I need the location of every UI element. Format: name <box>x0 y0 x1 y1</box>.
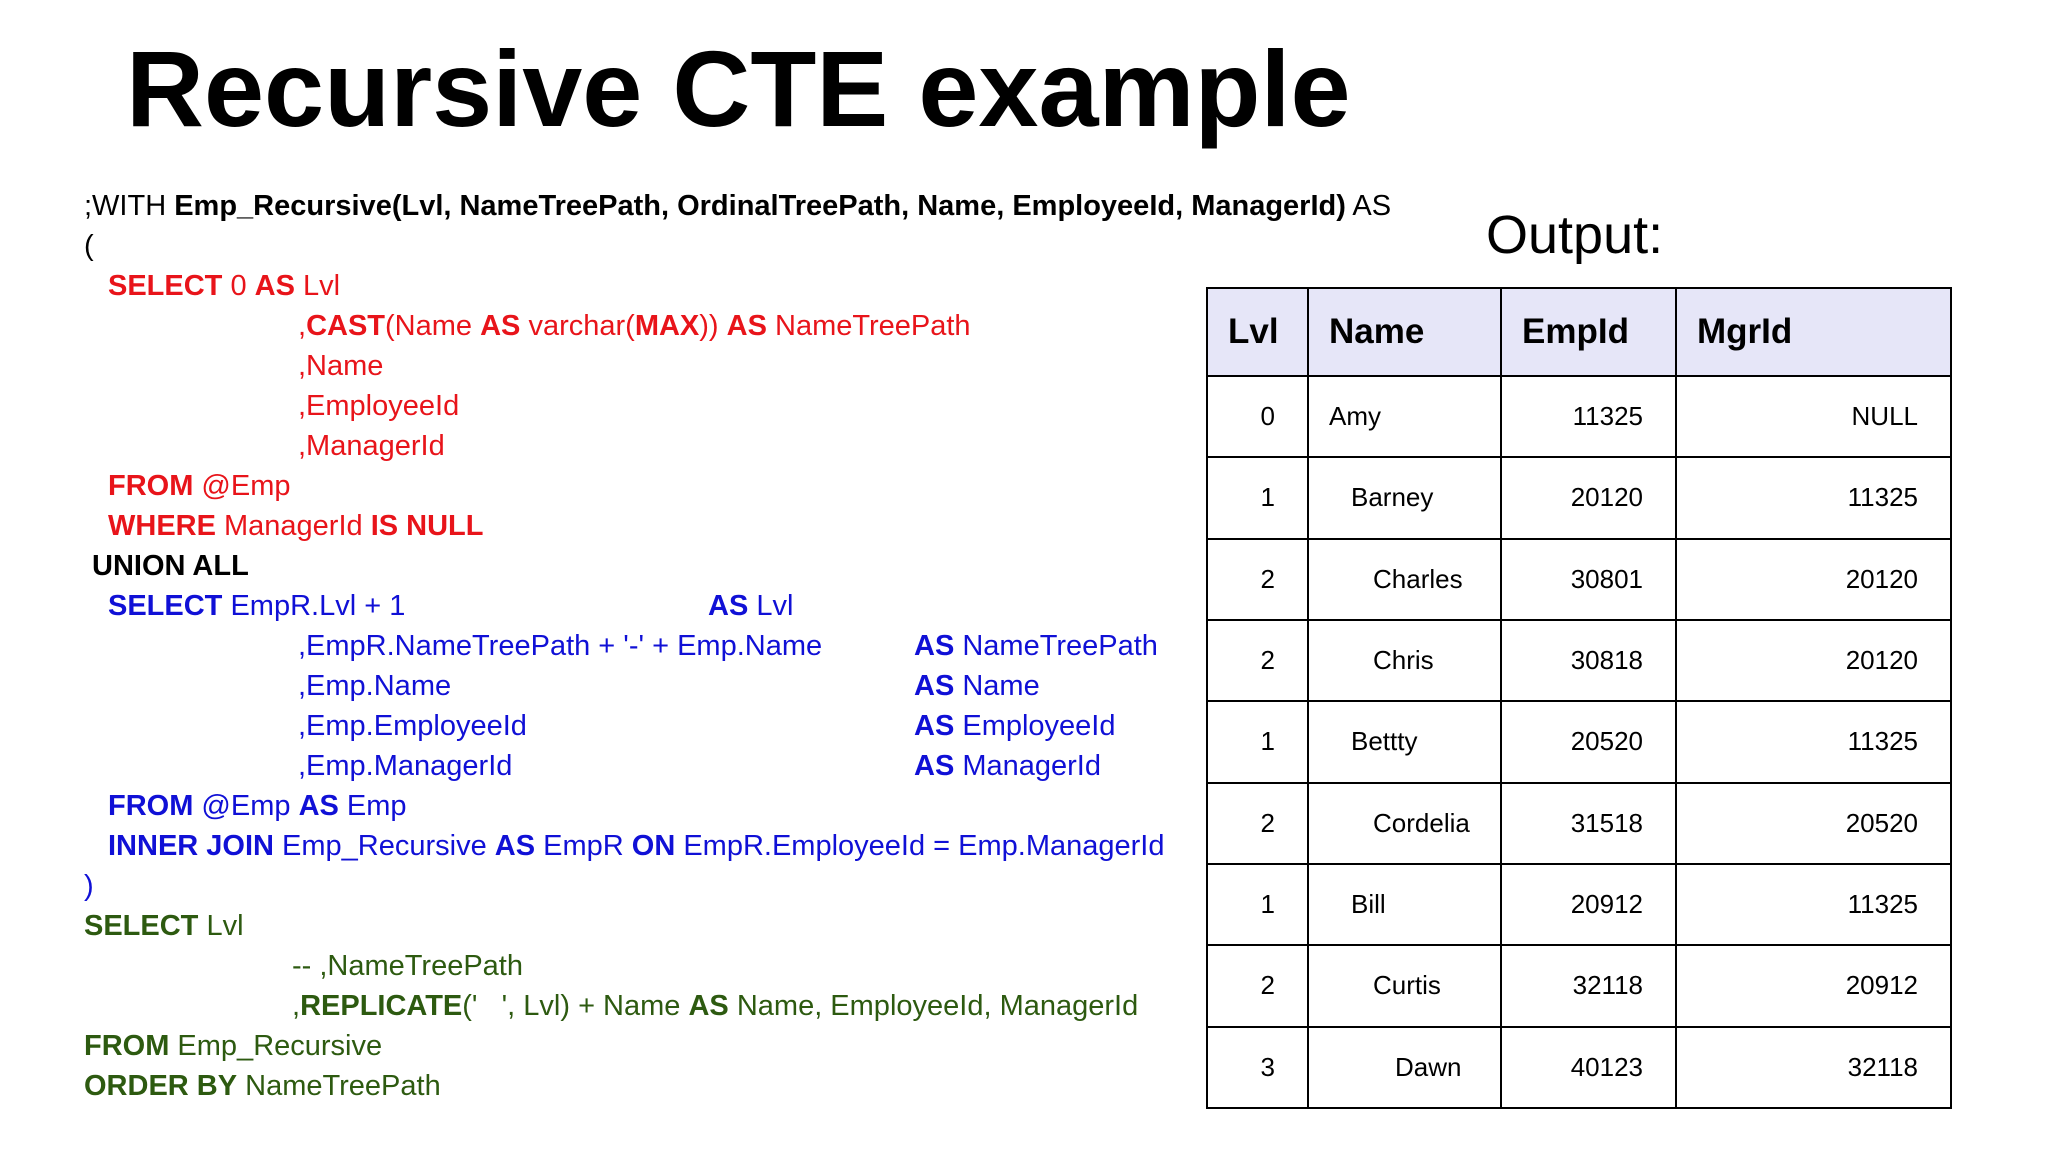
cell-name: Dawn <box>1308 1027 1501 1108</box>
code-line-9 <box>84 506 1194 546</box>
table-row <box>1207 1027 1951 1108</box>
code-line-16 <box>84 786 1194 826</box>
cell-name: Chris <box>1308 620 1501 701</box>
code-token: ( <box>84 230 94 262</box>
table-row <box>1207 945 1951 1026</box>
code-line-5 <box>84 346 1194 386</box>
cell-mgrid: 11325 <box>1676 701 1951 782</box>
code-line-23 <box>84 1066 1194 1106</box>
code-line-20 <box>84 946 1194 986</box>
header-lvl: Lvl <box>1207 288 1308 376</box>
code-token: FROM @Emp AS Emp <box>108 790 407 822</box>
code-token: WHERE ManagerId IS NULL <box>108 510 484 542</box>
code-line-14 <box>84 706 1194 746</box>
cell-mgrid: 11325 <box>1676 864 1951 945</box>
cell-mgrid: 20120 <box>1676 539 1951 620</box>
code-line-22 <box>84 1026 1194 1066</box>
cell-name: Bill <box>1308 864 1501 945</box>
code-line-3 <box>84 266 1194 306</box>
cell-lvl: 1 <box>1207 701 1308 782</box>
cell-empid: 30818 <box>1501 620 1676 701</box>
cell-name: Barney <box>1308 457 1501 538</box>
code-token: ,ManagerId <box>298 430 445 462</box>
code-line-13 <box>84 666 1194 706</box>
code-line-18 <box>84 866 1194 906</box>
code-token: ,Name <box>298 350 384 382</box>
code-line-2 <box>84 226 1194 266</box>
code-token: -- ,NameTreePath <box>292 950 523 982</box>
cell-empid: 31518 <box>1501 783 1676 864</box>
code-token: AS Lvl <box>708 590 794 622</box>
table-row <box>1207 701 1951 782</box>
cell-empid: 20520 <box>1501 701 1676 782</box>
table-row <box>1207 783 1951 864</box>
cell-mgrid: 32118 <box>1676 1027 1951 1108</box>
code-line-6 <box>84 386 1194 426</box>
code-line-11 <box>84 586 1194 626</box>
cell-lvl: 2 <box>1207 945 1308 1026</box>
cell-empid: 32118 <box>1501 945 1676 1026</box>
code-token: AS NameTreePath <box>914 630 1158 662</box>
code-token: ,EmpR.NameTreePath + '-' + Emp.Name <box>298 630 823 662</box>
cell-mgrid: 11325 <box>1676 457 1951 538</box>
cell-lvl: 2 <box>1207 783 1308 864</box>
table-row <box>1207 539 1951 620</box>
header-mgrid: MgrId <box>1676 288 1951 376</box>
cell-name: Curtis <box>1308 945 1501 1026</box>
cell-lvl: 0 <box>1207 376 1308 457</box>
code-line-17 <box>84 826 1194 866</box>
code-token: INNER JOIN Emp_Recursive AS EmpR ON EmpR.EmployeeId = Emp.ManagerId <box>108 830 1165 862</box>
code-token: SELECT EmpR.Lvl + 1 <box>108 590 406 622</box>
slide-title: Recursive CTE example <box>126 28 1351 149</box>
cell-lvl: 2 <box>1207 620 1308 701</box>
cell-empid: 30801 <box>1501 539 1676 620</box>
cell-name: Charles <box>1308 539 1501 620</box>
cell-lvl: 1 <box>1207 457 1308 538</box>
header-empid: EmpId <box>1501 288 1676 376</box>
cell-empid: 20120 <box>1501 457 1676 538</box>
cell-empid: 20912 <box>1501 864 1676 945</box>
cell-mgrid: 20120 <box>1676 620 1951 701</box>
cell-name: Cordelia <box>1308 783 1501 864</box>
code-token: ,EmployeeId <box>298 390 460 422</box>
cell-lvl: 3 <box>1207 1027 1308 1108</box>
code-line-7 <box>84 426 1194 466</box>
cell-mgrid: 20520 <box>1676 783 1951 864</box>
code-token: SELECT Lvl <box>84 910 244 942</box>
table-row <box>1207 864 1951 945</box>
cell-empid: 40123 <box>1501 1027 1676 1108</box>
code-line-12 <box>84 626 1194 666</box>
code-token: ,REPLICATE(' ', Lvl) + Name AS Name, EmployeeId, ManagerId <box>292 990 1139 1022</box>
code-token: ;WITH Emp_Recursive(Lvl, NameTreePath, OrdinalTreePath, Name, EmployeeId, ManagerId) AS <box>84 190 1392 222</box>
code-token: ORDER BY NameTreePath <box>84 1070 441 1102</box>
cell-name: Amy <box>1308 376 1501 457</box>
table-row <box>1207 620 1951 701</box>
table-header-row <box>1207 288 1951 376</box>
code-token: ,CAST(Name AS varchar(MAX)) AS NameTreePath <box>298 310 971 342</box>
table-row <box>1207 376 1951 457</box>
code-token: ,Emp.Name <box>298 670 452 702</box>
cell-empid: 11325 <box>1501 376 1676 457</box>
code-line-21 <box>84 986 1194 1026</box>
code-token: ) <box>84 870 94 902</box>
cell-name: Bettty <box>1308 701 1501 782</box>
cell-mgrid: NULL <box>1676 376 1951 457</box>
output-table <box>1206 287 1952 1109</box>
cell-lvl: 1 <box>1207 864 1308 945</box>
code-line-19 <box>84 906 1194 946</box>
cell-mgrid: 20912 <box>1676 945 1951 1026</box>
code-line-8 <box>84 466 1194 506</box>
code-line-15 <box>84 746 1194 786</box>
code-token: UNION ALL <box>92 550 249 582</box>
cell-lvl: 2 <box>1207 539 1308 620</box>
header-name: Name <box>1308 288 1501 376</box>
output-label: Output: <box>1486 205 1664 265</box>
code-token: AS ManagerId <box>914 750 1101 782</box>
code-token: ,Emp.ManagerId <box>298 750 513 782</box>
code-line-1 <box>84 186 1392 226</box>
code-line-4 <box>84 306 1194 346</box>
code-line-10 <box>84 546 1194 586</box>
code-token: AS EmployeeId <box>914 710 1116 742</box>
code-token: AS Name <box>914 670 1040 702</box>
code-token: FROM @Emp <box>108 470 291 502</box>
code-token: ,Emp.EmployeeId <box>298 710 527 742</box>
code-token: FROM Emp_Recursive <box>84 1030 383 1062</box>
table-row <box>1207 457 1951 538</box>
code-token: SELECT 0 AS Lvl <box>108 270 341 302</box>
